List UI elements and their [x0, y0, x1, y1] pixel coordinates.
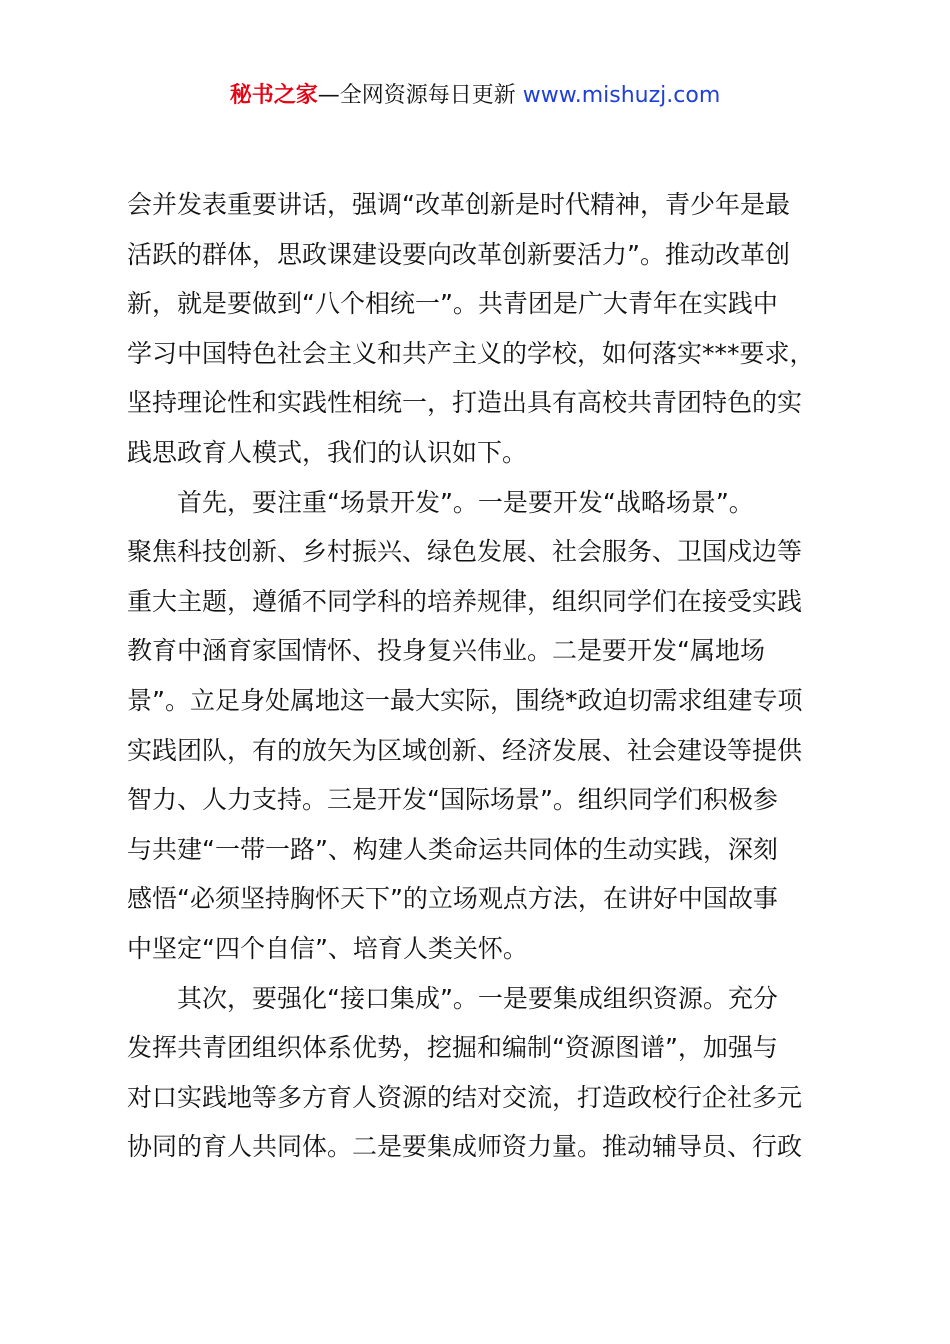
text-line: 感悟“必须坚持胸怀天下”的立场观点方法，在讲好中国故事 — [127, 884, 778, 914]
text-line: 中坚定“四个自信”、培育人类关怀。 — [127, 933, 528, 963]
paragraph-scene-development — [127, 478, 835, 974]
text-line: 其次，要强化“接口集成”。一是要集成组织资源。充分 — [177, 983, 778, 1013]
text-line: 实践团队，有的放矢为区域创新、经济发展、社会建设等提供 — [127, 735, 803, 765]
text-line: 践思政育人模式，我们的认识如下。 — [127, 437, 528, 467]
paragraph-intro — [127, 180, 835, 478]
page-header — [0, 80, 950, 112]
text-line: 协同的育人共同体。二是要集成师资力量。推动辅导员、行政 — [127, 1132, 803, 1162]
text-line: 活跃的群体，思政课建设要向改革创新要活力”。推动改革创 — [127, 239, 790, 269]
site-url-link[interactable]: www.mishuzj.com — [522, 83, 721, 108]
text-line: 智力、人力支持。三是开发“国际场景”。组织同学们积极参 — [127, 785, 778, 815]
text-line: 重大主题，遵循不同学科的培养规律，组织同学们在接受实践 — [127, 586, 803, 616]
paragraph-interface-integration — [127, 974, 835, 1172]
site-tagline: —全网资源每日更新 — [317, 83, 516, 108]
text-line: 与共建“一带一路”、构建人类命运共同体的生动实践，深刻 — [127, 834, 778, 864]
site-brand: 秘书之家 — [229, 83, 318, 108]
text-line: 聚焦科技创新、乡村振兴、绿色发展、社会服务、卫国戍边等 — [127, 537, 803, 567]
text-line: 首先，要注重“场景开发”。一是要开发“战略场景”。 — [177, 487, 754, 517]
text-line: 发挥共青团组织体系优势，挖掘和编制“资源图谱”，加强与 — [127, 1033, 778, 1063]
text-line: 景”。立足身处属地这一最大实际，围绕*政迫切需求组建专项 — [127, 685, 803, 715]
document-body — [127, 180, 835, 1172]
text-line: 会并发表重要讲话，强调“改革创新是时代精神，青少年是最 — [127, 190, 790, 219]
text-line: 对口实践地等多方育人资源的结对交流，打造政校行企社多元 — [127, 1082, 803, 1112]
text-line: 新，就是要做到“八个相统一”。共青团是广大青年在实践中 — [127, 289, 778, 319]
text-line: 坚持理论性和实践性相统一，打造出具有高校共青团特色的实 — [127, 388, 803, 418]
text-line: 教育中涵育家国情怀、投身复兴伟业。二是要开发“属地场 — [127, 636, 765, 666]
text-line: 学习中国特色社会主义和共产主义的学校，如何落实***要求， — [127, 338, 815, 368]
